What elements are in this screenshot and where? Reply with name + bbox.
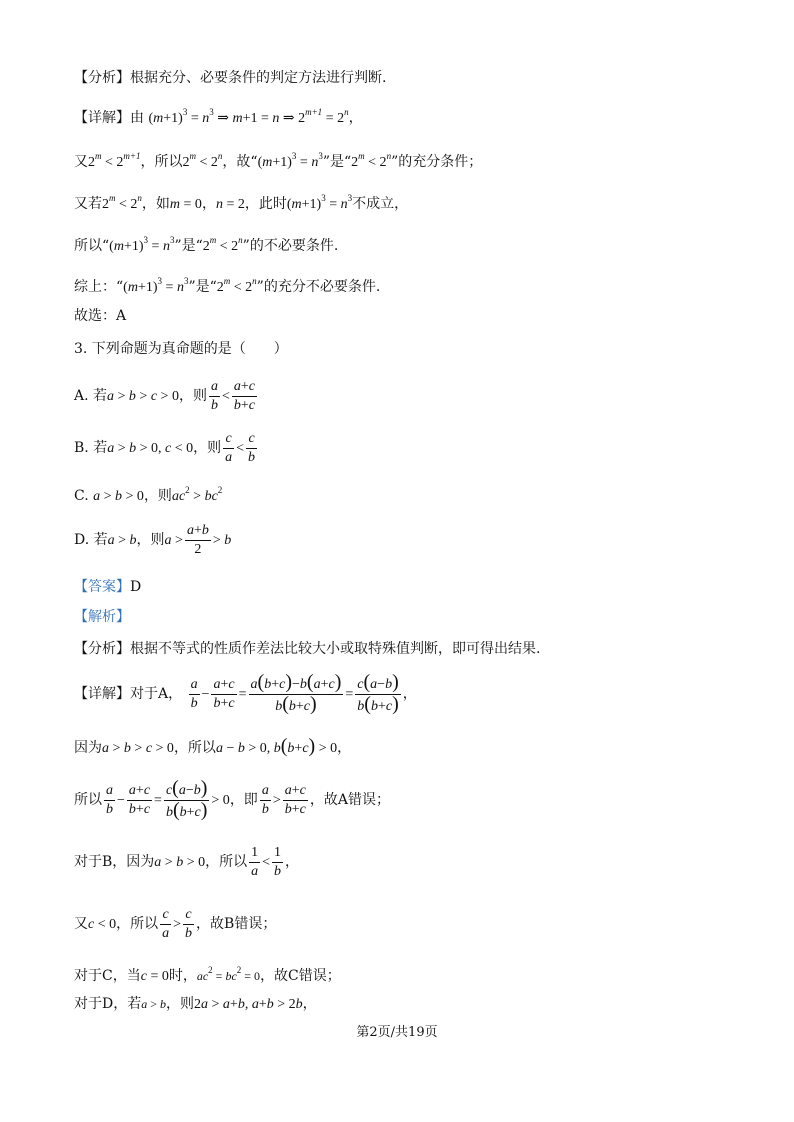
answer-line [74,577,141,597]
jiexi-tag: 【解析】 [74,609,130,625]
detail-line-2: 又$2^m < 2^{m+1}$，所以$2^m < 2^n$，故“$(m+1)^3 = n^3$”是“$2^m < 2^n$”的充分条件； [74,151,483,170]
detail-line-A: 【详解】对于A， $\frac{a}{b}$ − $\frac{a+c}{b+c}$ = $\frac{a(b+c)-b(a+c)}{b(b+c)}$ = $\frac{c(a-b)}{b(b+c)}$ ， [74,670,417,715]
detail-line-4: 所以“$(m+1)^3 = n^3$”是“$2^m < 2^n$”的不必要条件. [74,235,339,254]
option-c: C. a > b > 0，则$ac^2 > bc^2$ [74,485,223,504]
because-line: 因为a > b > c > 0，所以a − b > 0, b(b+c) > 0， [74,735,352,757]
option-d: D. 若a > b，则a > $\frac{a+b}{2}$ > b [74,522,232,557]
so-line: 所以 $\frac{a}{b}$ − $\frac{a+c}{b+c}$ = $\frac{c(a-b)}{b(b+c)}$ > 0，即 $\frac{a}{b}$ > $\frac{a+c}{b+c}$ ，故A错误； [74,776,390,821]
summary-line: 综上：“$(m+1)^3 = n^3$”是“$2^m < 2^n$”的充分不必要条件. [74,276,381,295]
jiexi-line [74,607,130,627]
option-b: B. 若a > b > 0, c < 0，则 $\frac{c}{a}$ < $\frac{c}{b}$ [74,430,256,465]
detail-line-3: 又若$2^m < 2^n$，如m = 0，n = 2，此时$(m+1)^3 = n^3$不成立， [74,193,409,212]
for-d-line: 对于D，若a > b，则2a > a+b, a+b > 2b， [74,996,317,1012]
analysis-line-2: 【分析】根据不等式的性质作差法比较大小或取特殊值判断，即可得出结果. [74,641,541,657]
detail-line-1: 【详解】由 $(m+1)^3 = n^3$ ⇒ m+1 = n ⇒ $2^{m+1} = 2^n$， [74,107,363,126]
for-c-line: 对于C，当c = 0时，$ac^2 = bc^2 = 0$，故C错误； [74,965,341,984]
analysis-line-1: 【分析】根据充分、必要条件的判定方法进行判断. [74,70,387,86]
again-line: 又c < 0，所以 $\frac{c}{a}$ > $\frac{c}{b}$ ，故B错误； [74,906,277,941]
analysis-tag: 【分析】 [74,70,130,86]
page-number: 第2页/共19页 [356,1025,438,1040]
answer-value: D [130,579,142,595]
for-b-line: 对于B，因为a > b > 0，所以 $\frac{1}{a}$ < $\frac{1}{b}$ ， [74,844,300,879]
answer-tag: 【答案】 [74,579,130,595]
question-3: 3. 下列命题为真命题的是（ ） [74,341,288,357]
formula: $(m+1)^3 = n^3$ ⇒ m+1 = n ⇒ $2^{m+1} = 2^n$ [148,107,349,126]
option-a: A. 若a > b > c > 0，则 $\frac{a}{b}$ < $\frac{a+c}{b+c}$ [74,378,255,413]
choice-line: 故选：A [74,308,127,324]
detail-tag: 【详解】 [74,110,130,126]
